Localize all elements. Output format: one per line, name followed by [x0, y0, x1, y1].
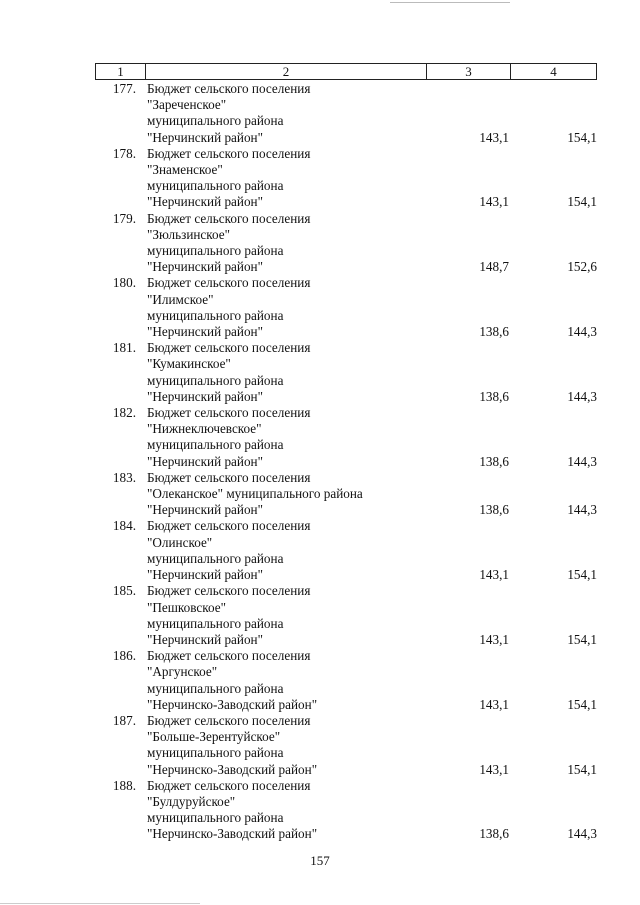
description-line: "Нижнеключевское" [147, 421, 262, 437]
description-line: муниципального района [147, 550, 284, 566]
table-row [95, 405, 597, 470]
row-number: 177. [112, 81, 136, 96]
value-col-3: 143,1 [479, 129, 509, 145]
row-number: 181. [112, 340, 136, 356]
description-line: Бюджет сельского поселения [147, 275, 311, 291]
value-col-4: 144,3 [567, 324, 597, 340]
description-line: "Нерчинский район" [147, 194, 263, 210]
description-line: Бюджет сельского поселения [147, 405, 311, 421]
table-row [95, 518, 597, 583]
value-col-4: 154,1 [567, 129, 597, 145]
value-col-3: 138,6 [479, 324, 509, 340]
table-header [95, 63, 597, 80]
description-line: "Нерчинский район" [147, 259, 263, 275]
description-line: муниципального района [147, 372, 284, 388]
value-col-4: 154,1 [567, 696, 597, 712]
description-line: "Нерчинско-Заводский район" [147, 761, 318, 777]
value-col-3: 143,1 [479, 761, 509, 777]
table-row [95, 81, 597, 146]
table-row [95, 146, 597, 211]
description-line: "Пешковское" [147, 599, 226, 615]
description-line: "Зюльзинское" [147, 226, 231, 242]
description-line: Бюджет сельского поселения [147, 777, 311, 793]
value-col-4: 154,1 [567, 194, 597, 210]
row-description [147, 405, 427, 470]
description-line: "Больше-Зерентуйское" [147, 729, 281, 745]
description-line: Бюджет сельского поселения [147, 648, 311, 664]
row-number: 184. [112, 518, 136, 534]
value-col-4: 144,3 [567, 453, 597, 469]
value-col-3: 148,7 [479, 259, 509, 275]
description-line: "Нерчинский район" [147, 631, 263, 647]
description-line: "Зареченское" [147, 97, 227, 113]
description-line: "Нерчинский район" [147, 129, 263, 145]
description-line: "Нерчинский район" [147, 502, 263, 518]
description-line: "Нерчинский район" [147, 324, 263, 340]
description-line: Бюджет сельского поселения [147, 81, 311, 96]
value-col-4: 152,6 [567, 259, 597, 275]
description-line: "Нерчинско-Заводский район" [147, 696, 318, 712]
row-description [147, 583, 427, 648]
row-number: 188. [112, 777, 136, 793]
value-col-3: 138,6 [479, 826, 509, 842]
value-col-3: 143,1 [479, 696, 509, 712]
row-description [147, 470, 427, 519]
row-description [147, 81, 427, 146]
row-number: 186. [112, 648, 136, 664]
description-line: муниципального района [147, 810, 284, 826]
description-line: "Олинское" [147, 534, 213, 550]
value-col-4: 154,1 [567, 567, 597, 583]
description-line: Бюджет сельского поселения [147, 469, 311, 485]
description-line: муниципального района [147, 243, 284, 259]
row-description [147, 713, 427, 778]
description-line: Бюджет сельского поселения [147, 145, 311, 161]
description-line: "Нерчинский район" [147, 453, 263, 469]
row-number: 187. [112, 712, 136, 728]
scan-artifact-line [390, 2, 510, 3]
description-line: "Илимское" [147, 291, 214, 307]
table-row [95, 778, 597, 843]
row-number: 179. [112, 210, 136, 226]
row-number: 182. [112, 405, 136, 421]
header-col-2: 2 [146, 64, 427, 79]
description-line: "Нерчинско-Заводский район" [147, 826, 318, 842]
table-row [95, 470, 597, 519]
header-col-3: 3 [427, 64, 511, 79]
value-col-3: 143,1 [479, 631, 509, 647]
description-line: "Кумакинское" [147, 356, 231, 372]
description-line: "Знаменское" [147, 162, 223, 178]
table-row [95, 583, 597, 648]
description-line: муниципального района [147, 615, 284, 631]
table-body [95, 81, 597, 843]
description-line: "Аргунское" [147, 664, 218, 680]
description-line: Бюджет сельского поселения [147, 340, 311, 356]
table-row [95, 275, 597, 340]
description-line: муниципального района [147, 178, 284, 194]
value-col-3: 138,6 [479, 502, 509, 518]
table-row [95, 713, 597, 778]
description-line: муниципального района [147, 437, 284, 453]
value-col-3: 138,6 [479, 388, 509, 404]
row-number: 185. [112, 583, 136, 599]
row-description [147, 648, 427, 713]
description-line: муниципального района [147, 113, 284, 129]
row-description [147, 518, 427, 583]
value-col-4: 154,1 [567, 761, 597, 777]
value-col-3: 143,1 [479, 194, 509, 210]
scan-artifact-line [0, 903, 200, 904]
description-line: муниципального района [147, 307, 284, 323]
row-description [147, 778, 427, 843]
header-col-4: 4 [550, 64, 557, 79]
row-number: 180. [112, 275, 136, 291]
row-number: 183. [112, 469, 136, 485]
value-col-3: 143,1 [479, 567, 509, 583]
table-row [95, 211, 597, 276]
page-number: 157 [310, 853, 330, 868]
row-description [147, 146, 427, 211]
value-col-3: 138,6 [479, 453, 509, 469]
row-number: 178. [112, 145, 136, 161]
description-line: "Нерчинский район" [147, 388, 263, 404]
description-line: "Олеканское" муниципального района [147, 486, 363, 502]
value-col-4: 144,3 [567, 502, 597, 518]
value-col-4: 144,3 [567, 388, 597, 404]
description-line: муниципального района [147, 745, 284, 761]
description-line: Бюджет сельского поселения [147, 712, 311, 728]
row-description [147, 211, 427, 276]
description-line: "Нерчинский район" [147, 567, 263, 583]
value-col-4: 144,3 [567, 826, 597, 842]
description-line: Бюджет сельского поселения [147, 518, 311, 534]
description-line: муниципального района [147, 680, 284, 696]
table-row [95, 648, 597, 713]
value-col-4: 154,1 [567, 631, 597, 647]
header-col-1: 1 [96, 64, 146, 79]
row-description [147, 340, 427, 405]
description-line: Бюджет сельского поселения [147, 210, 311, 226]
row-description [147, 275, 427, 340]
description-line: Бюджет сельского поселения [147, 583, 311, 599]
table-row [95, 340, 597, 405]
description-line: "Булдуруйское" [147, 793, 236, 809]
